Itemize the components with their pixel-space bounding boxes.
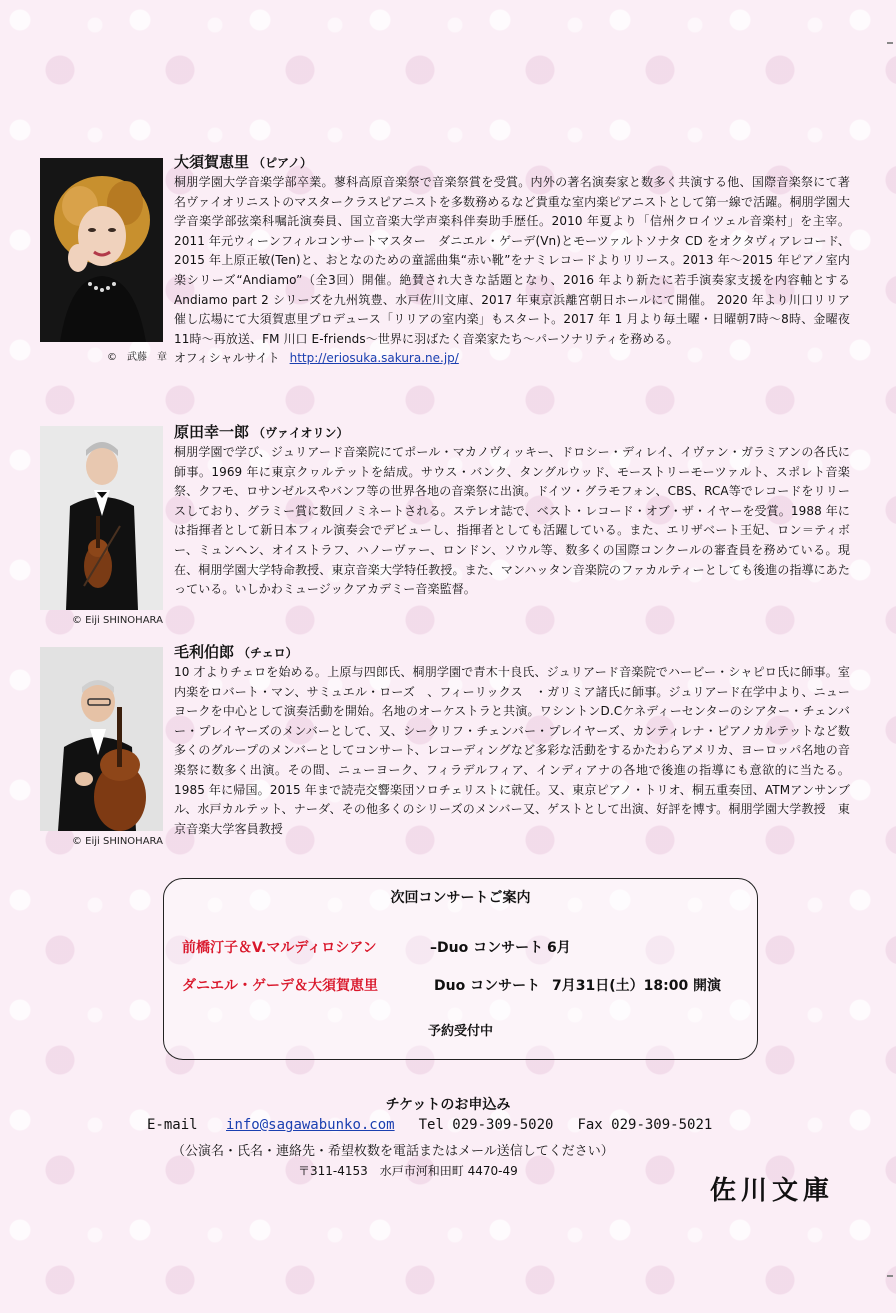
next-concert-box	[163, 878, 758, 1060]
cellist-photo-credit: © Eiji SHINOHARA	[72, 836, 163, 847]
artist-pianist	[174, 152, 850, 369]
cellist-photo	[40, 647, 163, 831]
artist-heading	[174, 642, 850, 663]
artist-violinist	[174, 422, 850, 600]
portrait-pianist-icon	[40, 158, 163, 342]
artist-name: 毛利伯郎	[174, 643, 235, 661]
violinist-photo-credit: © Eiji SHINOHARA	[72, 615, 163, 626]
tel-number: Tel 029-309-5020	[418, 1117, 554, 1133]
concert-item	[182, 937, 571, 957]
brand-logo: 佐川文庫	[710, 1176, 835, 1206]
artist-heading	[174, 422, 850, 443]
artist-instrument: （ピアノ）	[253, 156, 313, 170]
pianist-photo-credit: © 武藤 章	[107, 352, 167, 363]
next-concert-title: 次回コンサートご案内	[390, 890, 531, 906]
artist-name: 原田幸一郎	[174, 423, 250, 441]
fax-number: Fax 029-309-5021	[577, 1117, 713, 1133]
reservation-status: 予約受付中	[427, 1024, 493, 1039]
artist-instrument: （ヴァイオリン）	[253, 426, 349, 440]
official-site-label: オフィシャルサイト	[174, 351, 280, 366]
pianist-photo	[40, 158, 163, 342]
artist-cellist	[174, 642, 850, 839]
artist-bio: 10 才よりチェロを始める。上原与四郎氏、桐朋学園で青木十良氏、ジュリアード音楽院でハービー・シャピロ氏に師事。室内楽をロバート・マン、サミュエル・ローズ 、フィーリックス ・ガリミア諸氏に師事。ジュリアード在学中より、ニューヨークを中心として演奏活動を開始。名地のオーケストラと共演。ワシントンD.Cケネディーセンターのシアター・チェンバー・プレイヤーズのメンバーとして、又、シークリフ・チェンバー・プレイヤーズ、カンティレナ・ピアノカルテットなど数多くのグループのメンバーとしてコンサート、レコーディングなど多彩な活動をするかたわらアメリカ、ヨーロッパ名地の音楽祭に数多く出演。その間、ニューヨーク、フィラデルフィア、インディアナの各地で後進の指導にも意欲的に当たる。1985 年に帰国。2015 年まで読売交響楽団ソロチェリストに就任。又、東京ピアノ・トリオ、桐五重奏団、ATMアンサンブル、水戸カルテット、ナーダ、その他多くのシリーズのメンバー又、ゲストとして出演、好評を博す。桐朋学園大学教授 東京音楽大学客員教授	[174, 665, 851, 836]
ticket-title: チケットのお申込み	[385, 1097, 511, 1113]
official-site	[174, 349, 850, 369]
portrait-cellist-icon	[40, 647, 163, 831]
postal-address: 〒311-4153 水戸市河和田町 4470-49	[298, 1164, 518, 1178]
page-edge-mark	[887, 1275, 893, 1277]
artist-instrument: （チェロ）	[238, 646, 298, 660]
concert-date: 7月31日(土）18:00 開演	[552, 978, 722, 994]
official-site-link[interactable]: http://eriosuka.sakura.ne.jp/	[289, 351, 459, 366]
concert-performers: 前橋汀子＆V.マルディロシアン	[182, 940, 377, 956]
email-label: E-mail	[147, 1117, 198, 1133]
artist-heading	[174, 152, 850, 173]
violinist-photo	[40, 426, 163, 610]
concert-date: 6月	[547, 940, 571, 956]
portrait-violinist-icon	[40, 426, 163, 610]
artist-bio: 桐朋学園で学び、ジュリアード音楽院にてポール・マカノヴィッキー、ドロシー・ディレイ、イヴァン・ガラミアンの各氏に師事。1969 年に東京クヮルテットを結成。サウス・バンク、タングルウッド、モーストリーモーツァルト、スポレト音楽祭、クフモ、ロサンゼルスやバンフ等の世界各地の音楽祭に出演。ドイツ・グラモフォン、CBS、RCA等でレコードをリリースしており、グラミー賞に数回ノミネートされる。ステレオ誌で、ベスト・レコード・オブ・ザ・イヤーを受賞。1988 年には指揮者として新日本フィル演奏会でデビューし、指揮者としても活躍している。また、エリザベート王妃、ロン＝ティボー、ミュンヘン、オイストラフ、ハノーヴァー、ロンドン、ソウル等、数多くの国際コンクールの審査員を務めている。現在、桐朋学園大学特命教授、東京音楽大学特任教授。また、マンハッタン音楽院のファカルティーとしても後進の指導にあたっている。いしかわミュージックアカデミー音楽監督。	[174, 445, 850, 597]
contact-line	[147, 1117, 712, 1133]
artist-name: 大須賀恵里	[174, 153, 250, 171]
page-edge-mark	[887, 42, 893, 44]
concert-item	[182, 975, 722, 995]
concert-type: Duo コンサート	[434, 978, 541, 994]
email-link[interactable]: info@sagawabunko.com	[226, 1117, 395, 1133]
ticket-note: （公演名・氏名・連絡先・希望枚数を電話またはメール送信してください）	[172, 1144, 614, 1159]
concert-type: –Duo コンサート	[430, 940, 544, 956]
artist-bio: 桐朋学園大学音楽学部卒業。蓼科高原音楽祭で音楽祭賞を受賞。内外の著名演奏家と数多く共演する他、国際音楽祭にて著名ヴァイオリニストのマスタークラスピアニストを多数務めるなど貴重な室内楽ピアニストとして第一線で活躍。桐朋学園大学音楽学部弦楽科嘱託演奏員、国立音楽大学声楽科伴奏助手歴任。2010 年夏より「信州クロイツェル音楽村」を主宰。2011 年元ウィーンフィルコンサートマスター ダニエル・ゲーデ(Vn)とモーツァルトソナタ CD をオクタヴィアレコード、2015 年上原正敏(Ten)と、おとなのための童謡曲集“赤い靴”をナミレコードよりリリース。2013 年～2015 年ピアノ室内楽シリーズ“Andiamo”（全3回）開催。絶賛され大きな話題となり、2016 年より新たに若手演奏家支援を内容軸とする Andiamo part 2 シリーズを九州筑豊、水戸佐川文庫、2017 年東京浜離宮朝日ホールにて開催。 2020 年より川口リリア催し広場にて大須賀恵里プロデュース「リリアの室内楽」もスタート。2017 年 1 月より毎土曜・日曜朝7時～8時、金曜夜11時～再放送、FM 川口 E-friends～世界に羽ばたく音楽家たち～パーソナリティを務める。	[174, 175, 850, 346]
concert-performers: ダニエル・ゲーデ＆大須賀恵里	[182, 978, 378, 994]
